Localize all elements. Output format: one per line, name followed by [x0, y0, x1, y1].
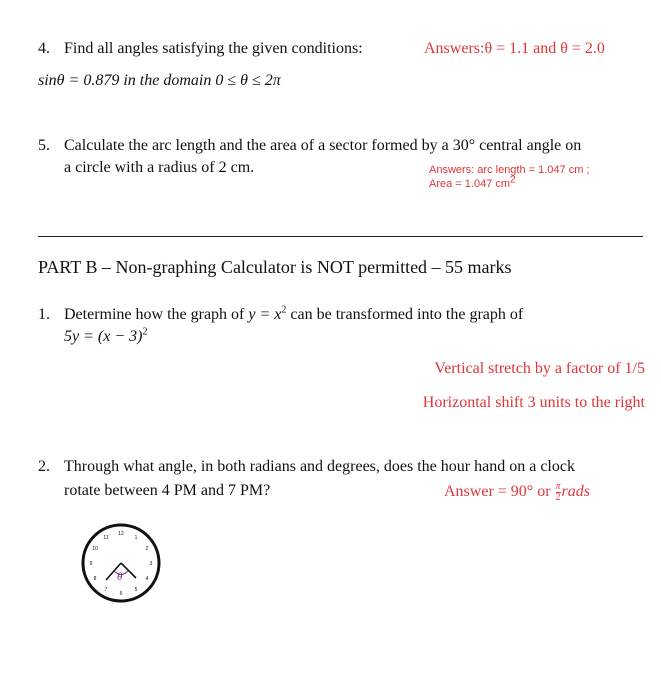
- b2-frac-num: π: [555, 481, 561, 492]
- q5-number: 5.: [38, 137, 50, 154]
- q5-line1: [38, 137, 581, 155]
- q4-condition: sinθ = 0.879 in the domain 0 ≤ θ ≤ 2π: [38, 72, 281, 89]
- b1-answer-2: Horizontal shift 3 units to the right: [422, 394, 645, 411]
- q4-prompt: [38, 40, 363, 58]
- b2-answer-unit: rads: [561, 483, 590, 501]
- clock-numeral: 4: [145, 576, 149, 582]
- b1-line1: [38, 306, 523, 324]
- clock-numeral: 3: [149, 561, 153, 567]
- b2-text-line2: rotate between 4 PM and 7 PM?: [64, 482, 271, 499]
- clock-numeral: 2: [145, 546, 149, 552]
- b1-line2: [64, 328, 147, 346]
- b1-target-equation: 5y = (x − 3): [64, 328, 143, 345]
- clock-numeral: 12: [118, 531, 124, 537]
- b2-number: 2.: [38, 458, 50, 475]
- b1-target-exponent: 2: [142, 326, 148, 338]
- clock-theta-label: θ: [117, 571, 123, 583]
- q5-text-line1: Calculate the arc length and the area of a sector formed by a 30° central angle on: [64, 137, 582, 154]
- q4-text: Find all angles satisfying the given conditions:: [64, 40, 363, 57]
- clock-numeral: 9: [89, 561, 93, 567]
- clock-numeral: 5: [134, 587, 138, 593]
- b1-text-pre: Determine how the graph of: [64, 306, 249, 323]
- b2-answer-degrees: Answer = 90° or: [444, 483, 551, 501]
- clock-numeral: 1: [134, 535, 138, 541]
- b1-number: 1.: [38, 306, 50, 323]
- section-divider: [38, 236, 643, 237]
- clock-numeral: 6: [119, 591, 123, 597]
- b1-equation: y = x: [248, 306, 282, 323]
- b2-text-line1: Through what angle, in both radians and degrees, does the hour hand on a clock: [64, 458, 575, 475]
- clock-diagram: [78, 520, 164, 606]
- q4-answer: Answers:θ = 1.1 and θ = 2.0: [424, 40, 605, 57]
- clock-numeral: 10: [92, 546, 98, 552]
- b1-equation-exponent: 2: [281, 304, 287, 316]
- q5-answer-line2: [429, 174, 516, 190]
- b2-line1: [38, 458, 575, 476]
- q5-answer-exponent: 2: [510, 174, 516, 186]
- b2-answer: [444, 482, 590, 503]
- part-b-title: PART B – Non-graphing Calculator is NOT permitted – 55 marks: [38, 257, 512, 277]
- clock-numeral: 11: [103, 535, 109, 541]
- q5-text-line2: a circle with a radius of 2 cm.: [64, 159, 255, 176]
- b2-answer-fraction: [556, 482, 561, 503]
- q5-answer-area: Area = 1.047 cm: [429, 178, 511, 190]
- q4-number: 4.: [38, 40, 50, 57]
- b2-frac-den: 2: [555, 492, 561, 503]
- b1-text-post: can be transformed into the graph of: [286, 306, 524, 323]
- clock-numeral: 7: [104, 587, 108, 593]
- b1-answer-1: Vertical stretch by a factor of 1/5: [434, 360, 645, 377]
- q5-answer-line1: Answers: arc length = 1.047 cm ;: [429, 164, 590, 176]
- clock-numeral: 8: [93, 576, 97, 582]
